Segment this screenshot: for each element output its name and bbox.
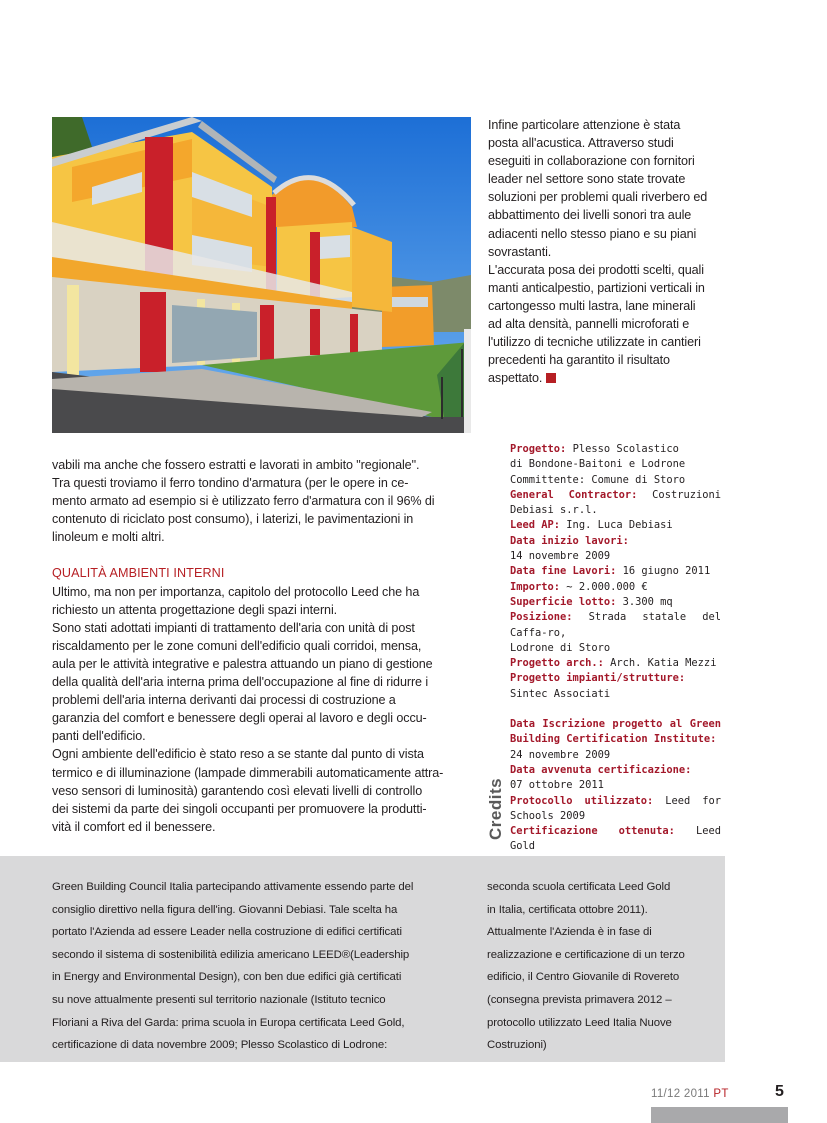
text-line: abbattimento dei livelli sonori tra aule <box>488 208 692 223</box>
gbc-info-box <box>0 856 725 1062</box>
credits-box <box>510 442 721 855</box>
text-line: in Energy and Environmental Design), con ben due edifici già certificati <box>52 971 402 984</box>
text-line: riscaldamento per le zone comuni dell'edificio quali corridoi, mensa, <box>52 638 422 653</box>
text-line: Costruzioni) <box>487 1039 547 1052</box>
credit-label: Progetto arch.: <box>510 657 604 670</box>
credits-list-certification <box>510 717 721 855</box>
page-number: 5 <box>775 1083 784 1100</box>
text-line: soluzioni per problemi quali riverbero ed <box>488 190 708 205</box>
text-line: Tra questi troviamo il ferro tondino d'armatura (per le opere in ce- <box>52 476 409 491</box>
text-line: Ultimo, ma non per importanza, capitolo del protocollo Leed che ha <box>52 584 420 599</box>
credit-entry <box>510 610 721 641</box>
text-line: Sono stati adottati impianti di trattamento dell'aria con unità di post <box>52 620 415 635</box>
text-line: ad alta densità, pannelli microforati e <box>488 317 690 332</box>
footer-date: 11/12 2011 <box>651 1088 710 1100</box>
footer-bar <box>651 1107 788 1123</box>
materials-paragraph <box>52 456 466 546</box>
credit-value: Costruzioni Debiasi s.r.l. <box>510 488 721 517</box>
acoustics-paragraph <box>488 116 724 387</box>
credit-value: Arch. Katia Mezzi <box>603 657 717 670</box>
credit-entry <box>510 457 721 472</box>
text-line: cartongesso multi lastra, lane minerali <box>488 298 696 313</box>
text-line: linoleum e molti altri. <box>52 530 165 545</box>
text-line: realizzazione e certificazione di un terzo <box>487 948 685 961</box>
text-line: vità il comfort ed il benessere. <box>52 819 216 834</box>
credit-label: Data fine Lavori: <box>510 565 617 578</box>
text-line: certificazione di data novembre 2009; Plesso Scolastico di Lodrone: <box>52 1039 388 1052</box>
text-line: della qualità dell'aria interna prima dell'occupazione al fine di ridurre i <box>52 675 429 690</box>
text-line: edificio, il Centro Giovanile di Rovereto <box>487 971 680 984</box>
credit-label: Data avvenuta certificazione: <box>510 763 692 776</box>
credit-entry <box>510 580 721 595</box>
text-line: su nove attualmente presenti sul territorio nazionale (Istituto tecnico <box>52 993 386 1006</box>
text-line: adiacenti nello stesso piano e su piani <box>488 226 697 241</box>
credit-entry <box>510 534 721 549</box>
text-line: problemi dell'aria interna derivanti dai processi di costruzione a <box>52 693 396 708</box>
credit-label: Progetto: <box>510 443 567 455</box>
credits-side-label: Credits <box>486 777 505 840</box>
text-line: (consegna prevista primavera 2012 – <box>487 993 672 1006</box>
text-line: portato l'Azienda ad essere Leader nella costruzione di edifici certificati <box>52 926 402 939</box>
text-line: seconda scuola certificata Leed Gold <box>487 881 671 893</box>
text-line: secondo il sistema di sostenibilità edilizia americano LEED®(Leadership <box>52 948 410 961</box>
text-line: Attualmente l'Azienda è in fase di <box>487 926 652 939</box>
text-line: dei sistemi da parte dei singoli occupanti per promuovere la produtti- <box>52 801 427 816</box>
credit-entry <box>510 488 721 519</box>
text-line: richiesto un attenta progettazione degli spazi interni. <box>52 602 338 617</box>
text-line: panti dell'edificio. <box>52 729 146 744</box>
credit-entry <box>510 763 721 778</box>
credit-label: Leed AP: <box>510 519 561 532</box>
credit-value: Strada statale del Caffa-ro, <box>510 611 721 639</box>
credits-list <box>510 442 721 702</box>
text-line: veso sensori di luminosità) garantendo così elevati livelli di controllo <box>52 783 423 798</box>
credit-entry <box>510 687 721 702</box>
credit-label: Superficie lotto: <box>510 595 617 608</box>
credit-entry <box>510 595 721 610</box>
text-line: in Italia, certificata ottobre 2011). <box>487 903 648 916</box>
credit-entry <box>510 794 721 825</box>
text-line: Infine particolare attenzione è stata <box>488 118 681 132</box>
text-line: Ogni ambiente dell'edificio è stato reso a se stante dal punto di vista <box>52 747 424 762</box>
text-line: contenuto di riciclato post consumo), i laterizi, le pavimentazioni in <box>52 512 414 527</box>
credit-entry <box>510 518 721 533</box>
credit-label: Progetto impianti/strutture: <box>510 672 686 685</box>
credit-entry <box>510 778 721 793</box>
credit-label: General Contractor: <box>510 488 638 501</box>
gbc-info-right <box>487 876 717 1057</box>
credit-value: 16 giugno 2011 <box>616 565 711 578</box>
credit-value: 3.300 mq <box>616 595 673 608</box>
article-end-mark <box>546 373 556 383</box>
credit-value: Lodrone di Storo <box>510 641 611 654</box>
credit-value: Plesso Scolastico <box>566 443 679 455</box>
text-line: Floriani a Riva del Garda: prima scuola in Europa certificata Leed Gold, <box>52 1016 405 1029</box>
credit-entry <box>510 641 721 656</box>
text-line: vabili ma anche che fossero estratti e lavorati in ambito "regionale". <box>52 458 420 472</box>
credit-entry <box>510 748 721 763</box>
footer-issue <box>651 1088 729 1100</box>
credit-entry <box>510 564 721 579</box>
credit-label: Importo: <box>510 580 561 593</box>
text-line: consiglio direttivo nella figura dell'ing. Giovanni Debiasi. Tale scelta ha <box>52 903 398 916</box>
text-line: leader nel settore sono state trovate <box>488 172 686 187</box>
credit-entry <box>510 473 721 488</box>
credit-value: Leed for Schools 2009 <box>510 794 721 822</box>
credit-label: Posizione: <box>510 611 573 624</box>
text-line: l'utilizzo di tecniche utilizzate in cantieri <box>488 335 701 350</box>
credit-entry <box>510 717 721 748</box>
credit-entry <box>510 442 721 457</box>
credit-value: Sintec Associati <box>510 687 611 700</box>
text-line: manti anticalpestio, partizioni verticali in <box>488 280 705 295</box>
left-column <box>52 456 466 836</box>
school-building-photo <box>52 117 471 433</box>
credit-entry <box>510 824 721 855</box>
indoor-quality-paragraph <box>52 583 466 836</box>
credit-value: 24 novembre 2009 <box>510 748 611 761</box>
text-line: precedenti ha garantito il risultato <box>488 353 670 368</box>
acoustics-text <box>488 116 724 387</box>
text-line: aspettato. <box>488 369 724 387</box>
credit-entry <box>510 671 721 686</box>
text-line: termico e di illuminazione (lampade dimmerabili automaticamente attra- <box>52 765 444 780</box>
text-line: Green Building Council Italia partecipando attivamente essendo parte del <box>52 881 414 893</box>
credit-value: Leed Gold <box>510 825 722 853</box>
credit-value: 07 ottobre 2011 <box>510 779 604 792</box>
text-line: posta all'acustica. Attraverso studi <box>488 136 674 151</box>
section-heading: QUALITÀ AMBIENTI INTERNI <box>52 566 225 581</box>
footer-publication: PT <box>713 1088 729 1100</box>
credit-entry <box>510 656 721 671</box>
text-line: mento armato ad esempio si è utilizzato ferro d'armatura con il 96% di <box>52 494 435 509</box>
text-line: L'accurata posa dei prodotti scelti, quali <box>488 262 704 277</box>
credit-value: Committente: Comune di Storo <box>510 473 686 486</box>
credit-label: Certificazione ottenuta: <box>510 825 675 838</box>
text-line: eseguiti in collaborazione con fornitori <box>488 154 695 169</box>
text-line: sovrastanti. <box>488 244 552 259</box>
credit-label: Data inizio lavori: <box>510 534 629 547</box>
credit-value: di Bondone-Baitoni e Lodrone <box>510 458 686 471</box>
credit-value: 14 novembre 2009 <box>510 550 611 563</box>
text-line: protocollo utilizzato Leed Italia Nuove <box>487 1016 672 1029</box>
credit-entry <box>510 549 721 564</box>
school-building-illustration <box>52 117 471 433</box>
credit-value: Ing. Luca Debiasi <box>560 519 673 532</box>
gbc-info-left <box>52 876 456 1057</box>
text-line: aula per le attività integrative e palestra attuando un piano di gestione <box>52 656 433 671</box>
credit-label: Protocollo utilizzato: <box>510 794 654 807</box>
text-line: garanzia del comfort e benessere degli operai al lavoro e degli occu- <box>52 711 427 726</box>
credit-label: Data Iscrizione progetto al Green Building Certification Institute: <box>510 718 721 746</box>
credit-value: ~ 2.000.000 € <box>560 580 648 593</box>
